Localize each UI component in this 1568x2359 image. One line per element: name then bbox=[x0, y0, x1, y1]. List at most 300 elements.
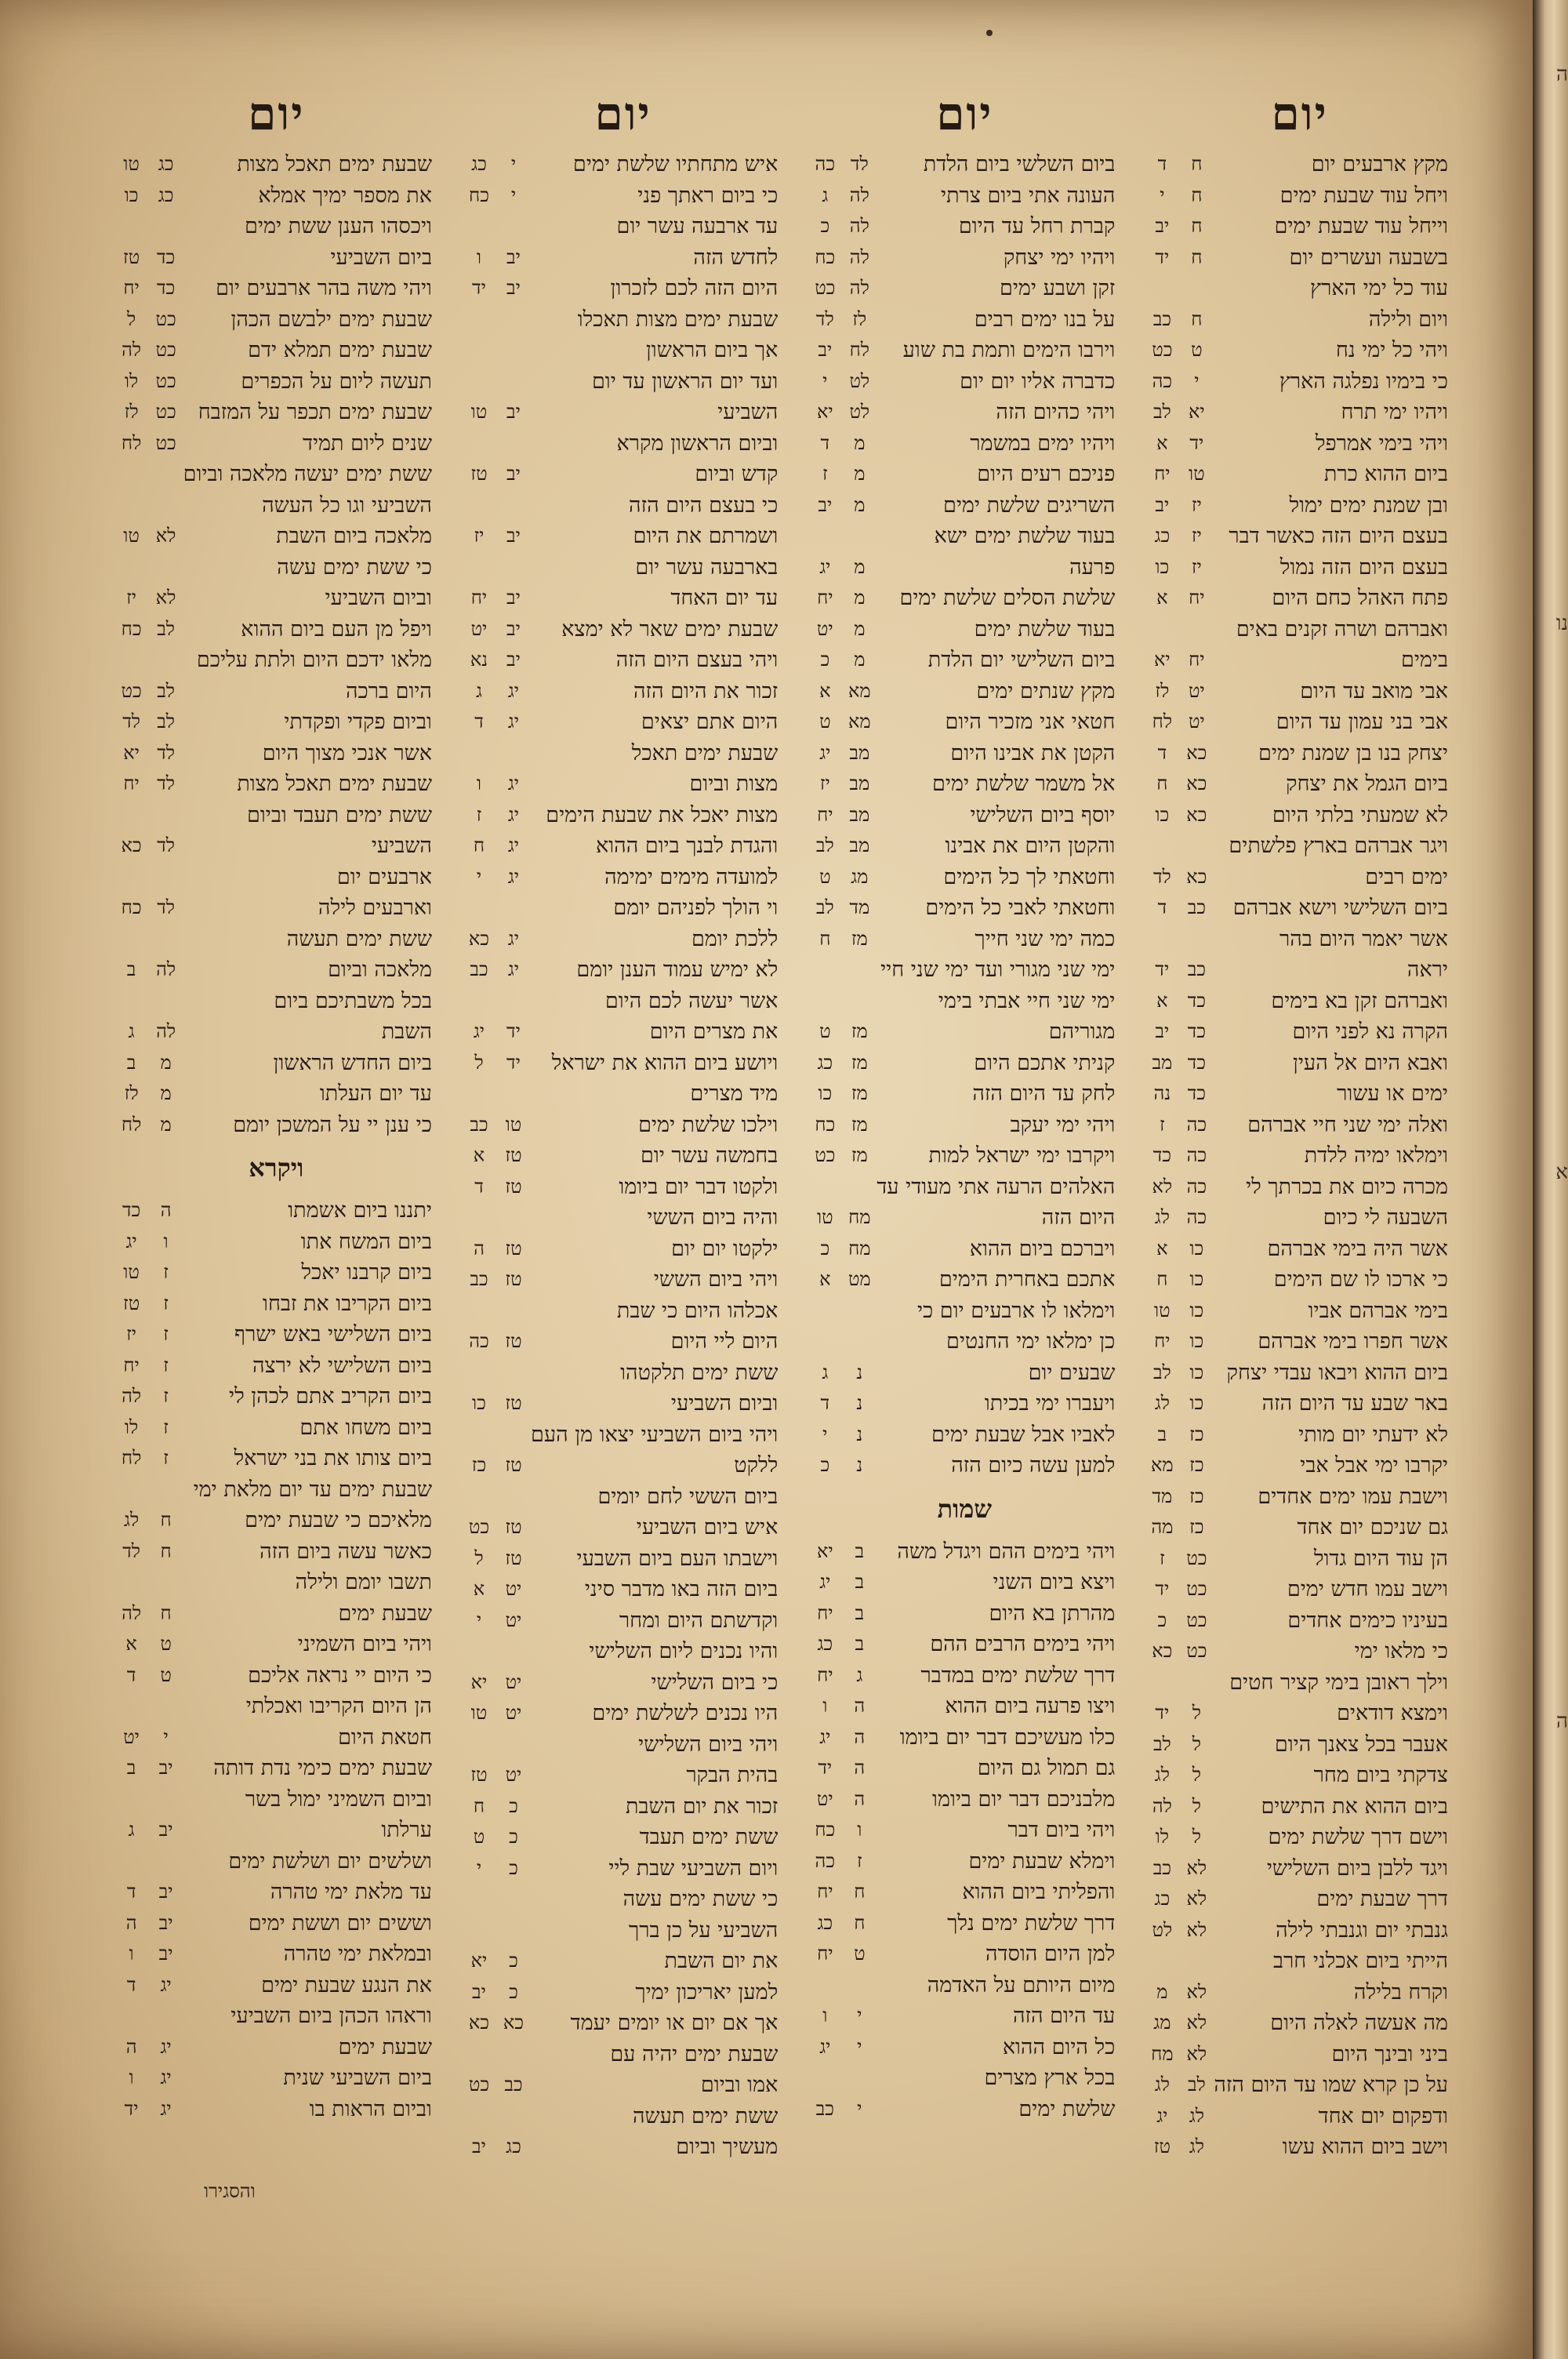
list-item bbox=[114, 645, 438, 676]
entry-phrase: ויצו פרעה ביום ההוא bbox=[945, 1694, 1116, 1719]
chapter-ref: כו bbox=[1189, 1361, 1204, 1383]
verse-ref: יח bbox=[123, 277, 140, 300]
chapter-ref: יב bbox=[506, 587, 521, 609]
verse-ref: כו bbox=[818, 1082, 833, 1105]
chapter-ref: ח bbox=[160, 1509, 172, 1532]
list-item bbox=[808, 1660, 1121, 1692]
entry-phrase: ילקטו יום יום bbox=[671, 1236, 779, 1261]
edge-text-fragment: ה bbox=[1556, 1710, 1568, 1733]
chapter-ref: כג bbox=[506, 2135, 521, 2158]
chapter-ref: כד bbox=[156, 277, 176, 300]
verse-ref: לז bbox=[1155, 679, 1170, 702]
list-item bbox=[1145, 1140, 1454, 1172]
verse-ref: יט bbox=[470, 617, 488, 640]
verse-ref: יב bbox=[1155, 1020, 1170, 1043]
list-item bbox=[1145, 1946, 1454, 1977]
entry-phrase: אל משמר שלשת ימים bbox=[932, 772, 1116, 797]
chapter-ref: לד bbox=[157, 741, 175, 764]
list-item bbox=[462, 1481, 784, 1513]
entry-phrase: היום הזה לכם לזכרון bbox=[610, 276, 779, 301]
chapter-ref: ה bbox=[854, 1757, 866, 1779]
verse-ref: ט bbox=[819, 1020, 831, 1043]
list-item bbox=[808, 1784, 1121, 1816]
entry-phrase: ויגד ללבן ביום השלישי bbox=[1266, 1856, 1448, 1881]
entry-phrase: ושלשים יום ושלשת ימים bbox=[228, 1848, 432, 1874]
list-item bbox=[462, 1048, 784, 1079]
entry-phrase: אשר חפרו בימי אברהם bbox=[1258, 1329, 1448, 1354]
verse-ref: א bbox=[1156, 1237, 1168, 1259]
entry-phrase: ערלתו bbox=[381, 1818, 432, 1843]
entry-phrase: השבת bbox=[381, 1020, 432, 1045]
entry-phrase: מלאכה ביום השבת bbox=[276, 524, 432, 549]
list-item bbox=[1145, 1574, 1454, 1605]
verse-ref: יד bbox=[1155, 1702, 1170, 1725]
chapter-ref: כד bbox=[1187, 1082, 1206, 1105]
list-item bbox=[1145, 1791, 1454, 1823]
chapter-ref: ב bbox=[855, 1601, 865, 1624]
verse-ref: יח bbox=[470, 587, 488, 609]
entry-phrase: וישם דרך שלשת ימים bbox=[1268, 1825, 1448, 1850]
entry-phrase: היום הזה bbox=[1041, 1205, 1116, 1230]
entry-phrase: ביום ההוא כרת bbox=[1323, 462, 1448, 487]
entry-phrase: גם שניכם יום אחד bbox=[1297, 1515, 1448, 1540]
entry-phrase: אשר יעשה לכם היום bbox=[604, 988, 779, 1013]
list-item bbox=[114, 1536, 438, 1568]
chapter-ref: מג bbox=[851, 865, 869, 888]
verse-ref: ד bbox=[474, 1175, 484, 1198]
verse-ref: כב bbox=[1152, 1856, 1171, 1879]
entry-phrase: וביום הראשון מקרא bbox=[616, 431, 779, 456]
concordance-columns bbox=[121, 86, 1454, 2204]
entry-phrase: כי ביום ראתך פני bbox=[637, 183, 779, 208]
chapter-ref: י bbox=[857, 2097, 862, 2120]
entry-phrase: ואבא היום אל העין bbox=[1292, 1050, 1448, 1075]
list-item bbox=[808, 645, 1121, 676]
entry-phrase: למען עשה כיום הזה bbox=[951, 1453, 1116, 1478]
chapter-ref: ב bbox=[855, 1539, 865, 1562]
chapter-ref: יג bbox=[507, 803, 520, 826]
list-item bbox=[114, 583, 438, 614]
list-item bbox=[808, 1296, 1121, 1327]
chapter-ref: ב bbox=[855, 1633, 865, 1656]
entry-phrase: ויושע ביום ההוא את ישראל bbox=[551, 1050, 779, 1075]
list-item bbox=[1145, 1048, 1454, 1079]
entry-phrase: ויהיו ימי יצחק bbox=[1003, 245, 1116, 270]
list-item bbox=[808, 1078, 1121, 1110]
verse-ref: מג bbox=[1153, 2012, 1171, 2034]
verse-ref: כח bbox=[815, 1819, 836, 1841]
chapter-ref: י bbox=[510, 153, 517, 176]
list-item bbox=[462, 924, 784, 955]
entry-phrase: כי ששת ימים עשה bbox=[622, 1887, 779, 1912]
entry-phrase: וילך ראובן בימי קציר חטים bbox=[1229, 1670, 1448, 1695]
chapter-ref: כה bbox=[1186, 1175, 1207, 1198]
entry-phrase: ביום קרבנו יאכל bbox=[301, 1260, 432, 1285]
verse-ref: ז bbox=[1159, 1547, 1165, 1569]
entry-phrase: וישבתו העם ביום השבעי bbox=[576, 1546, 779, 1571]
list-item bbox=[462, 1140, 784, 1172]
list-item bbox=[1145, 211, 1454, 242]
list-item bbox=[462, 273, 784, 304]
entry-phrase: דרך שבעת ימים bbox=[1316, 1887, 1448, 1912]
list-item bbox=[1145, 1481, 1454, 1513]
list-item bbox=[462, 490, 784, 522]
list-item bbox=[462, 2008, 784, 2039]
chapter-ref: י bbox=[1194, 369, 1200, 392]
list-item bbox=[808, 335, 1121, 366]
list-item bbox=[1145, 1450, 1454, 1481]
chapter-ref: לח bbox=[849, 339, 870, 362]
entry-phrase: מלבניכם דבר יום ביומו bbox=[932, 1787, 1116, 1812]
list-item bbox=[808, 1388, 1121, 1419]
column-heading: יום bbox=[248, 87, 305, 140]
verse-ref: ד bbox=[126, 1881, 136, 1903]
list-item bbox=[1145, 1822, 1454, 1853]
entry-phrase: יראה bbox=[1406, 958, 1448, 983]
entry-phrase: כי ארכו לו שם הימים bbox=[1273, 1267, 1448, 1292]
verse-ref: י bbox=[476, 1856, 482, 1879]
verse-ref: ח bbox=[1156, 772, 1168, 795]
list-item bbox=[808, 273, 1121, 304]
list-item bbox=[1145, 1358, 1454, 1389]
verse-ref: ג bbox=[128, 1819, 135, 1841]
chapter-ref: לה bbox=[849, 245, 869, 268]
chapter-ref: כד bbox=[1187, 1020, 1206, 1043]
entry-phrase: כי בעצם היום הזה bbox=[629, 493, 779, 518]
entry-phrase: בימי אברהם אביו bbox=[1308, 1298, 1448, 1323]
entry-phrase: וחטאתי לאבי כל הימים bbox=[925, 896, 1116, 921]
entry-phrase: ביני ובינך היום bbox=[1331, 2041, 1448, 2066]
list-item bbox=[808, 490, 1121, 522]
entry-phrase: ויהי כל ימי נח bbox=[1335, 338, 1448, 363]
list-item bbox=[462, 1326, 784, 1358]
entry-phrase: לחדש הזה bbox=[693, 245, 779, 270]
list-item bbox=[462, 1667, 784, 1699]
list-item bbox=[808, 552, 1121, 583]
verse-ref: ג bbox=[822, 1361, 829, 1383]
list-item bbox=[808, 1722, 1121, 1754]
list-item bbox=[462, 1977, 784, 2008]
entry-phrase: ביום השביעי bbox=[330, 245, 432, 270]
entry-phrase: מצות יאכל את שבעת הימים bbox=[546, 802, 779, 827]
list-item bbox=[808, 1048, 1121, 1079]
list-item bbox=[808, 1970, 1121, 2001]
list-item bbox=[462, 986, 784, 1017]
list-item bbox=[808, 1016, 1121, 1048]
verse-ref: יז bbox=[126, 587, 137, 609]
verse-ref: כג bbox=[1154, 525, 1171, 547]
list-item bbox=[808, 986, 1121, 1017]
chapter-ref: טו bbox=[1189, 463, 1205, 485]
verse-ref: טז bbox=[123, 245, 140, 268]
verse-ref: י bbox=[1160, 184, 1165, 206]
list-item bbox=[114, 490, 438, 522]
list-item bbox=[1145, 1110, 1454, 1141]
chapter-ref: לד bbox=[157, 896, 175, 919]
entry-phrase: מקץ ארבעים יום bbox=[1311, 152, 1448, 177]
entry-phrase: שבעת ימים תמלא ידם bbox=[248, 338, 432, 363]
entry-phrase: והפליתי ביום ההוא bbox=[962, 1880, 1116, 1905]
list-item bbox=[114, 2063, 438, 2094]
verse-ref: ד bbox=[474, 711, 484, 733]
list-item bbox=[114, 1598, 438, 1630]
list-item bbox=[462, 1574, 784, 1605]
entry-phrase: וישב עמו חדש ימים bbox=[1287, 1577, 1448, 1602]
chapter-ref: לא bbox=[155, 525, 176, 547]
list-item bbox=[1145, 1853, 1454, 1885]
verse-ref: טז bbox=[470, 463, 488, 485]
list-item bbox=[1145, 521, 1454, 552]
entry-phrase: וראהו הכהן ביום השביעי bbox=[230, 2004, 432, 2029]
list-item bbox=[462, 1729, 784, 1761]
chapter-ref: טז bbox=[505, 1547, 522, 1569]
entry-phrase: ויהי כהיום הזה bbox=[996, 400, 1116, 425]
edge-text-fragment: נו bbox=[1555, 612, 1568, 635]
chapter-ref: ח bbox=[854, 1881, 866, 1903]
list-item bbox=[1145, 1729, 1454, 1761]
chapter-ref: ח bbox=[854, 1911, 866, 1934]
list-item bbox=[462, 2070, 784, 2101]
entry-phrase: אשר היה בימי אברהם bbox=[1267, 1236, 1448, 1261]
entry-phrase: וביום הראות בו bbox=[309, 2096, 432, 2121]
list-item bbox=[462, 676, 784, 707]
chapter-ref: מ bbox=[854, 493, 866, 516]
list-item bbox=[808, 676, 1121, 707]
entry-phrase: השביעי על כן ברך bbox=[628, 1917, 779, 1943]
chapter-ref: לא bbox=[1186, 2042, 1207, 2065]
verse-ref: טז bbox=[123, 1292, 140, 1314]
chapter-ref: כט bbox=[1186, 1608, 1207, 1631]
list-item bbox=[462, 1016, 784, 1048]
verse-ref: מ bbox=[1156, 1980, 1168, 2003]
verse-ref: לז bbox=[124, 1082, 139, 1105]
list-item bbox=[462, 1698, 784, 1729]
verse-ref: כג bbox=[1154, 1888, 1171, 1910]
edge-text-fragment: ה bbox=[1556, 63, 1568, 86]
list-item bbox=[808, 831, 1121, 862]
concordance-column bbox=[808, 86, 1121, 2204]
entry-phrase: ויהי בימים הרבים ההם bbox=[930, 1632, 1116, 1657]
chapter-ref: לב bbox=[157, 617, 175, 640]
list-item bbox=[114, 428, 438, 460]
entry-phrase: ושמרתם את היום bbox=[633, 524, 779, 549]
verse-ref: כ bbox=[820, 1237, 830, 1259]
entry-phrase: וששים יום וששת ימים bbox=[248, 1910, 432, 1936]
list-item bbox=[1145, 180, 1454, 212]
verse-ref: טז bbox=[470, 1764, 488, 1787]
list-item bbox=[808, 1567, 1121, 1598]
verse-ref: יג bbox=[819, 741, 831, 764]
verse-ref: יא bbox=[470, 1950, 488, 1972]
chapter-ref: יג bbox=[507, 958, 520, 981]
chapter-ref: מח bbox=[848, 1206, 871, 1229]
verse-ref: לה bbox=[122, 1601, 142, 1624]
verse-ref: לז bbox=[124, 401, 139, 423]
entry-phrase: ויגר אברהם בארץ פלשתים bbox=[1229, 834, 1448, 859]
list-item bbox=[1145, 1512, 1454, 1543]
entry-phrase: ויהי בימי אמרפל bbox=[1315, 431, 1448, 456]
entry-phrase: כלו מעשיכם דבר יום ביומו bbox=[899, 1725, 1116, 1750]
list-item bbox=[462, 1822, 784, 1853]
entry-phrase: מיד מצרים bbox=[690, 1081, 779, 1107]
verse-ref: יח bbox=[817, 1663, 833, 1686]
chapter-ref: כז bbox=[1189, 1485, 1204, 1507]
list-item bbox=[808, 1753, 1121, 1784]
verse-ref: ד bbox=[1157, 153, 1167, 176]
entry-phrase: אעבר בכל צאנך היום bbox=[1274, 1732, 1448, 1757]
chapter-ref: כט bbox=[1186, 1547, 1207, 1569]
verse-ref: יג bbox=[819, 1725, 831, 1748]
list-item bbox=[1145, 831, 1454, 862]
list-item bbox=[114, 242, 438, 274]
list-item bbox=[114, 738, 438, 769]
entry-phrase: את יום השבת bbox=[664, 1949, 779, 1974]
verse-ref: כט bbox=[468, 1516, 490, 1539]
chapter-ref: ח bbox=[1191, 184, 1203, 206]
verse-ref: ל bbox=[474, 1547, 484, 1569]
chapter-ref: ח bbox=[1191, 245, 1203, 268]
list-item bbox=[462, 2039, 784, 2070]
verse-ref: מב bbox=[1152, 1051, 1173, 1074]
entry-phrase: ולקטו דבר יום ביומו bbox=[619, 1174, 779, 1199]
verse-ref: כח bbox=[815, 1113, 836, 1136]
chapter-ref: יט bbox=[505, 1578, 522, 1601]
chapter-ref: לא bbox=[1186, 1918, 1207, 1941]
list-item bbox=[1145, 707, 1454, 738]
entry-phrase: שבעת ימים תכפר על המזבח bbox=[198, 400, 432, 425]
chapter-ref: ג bbox=[856, 1663, 863, 1686]
verse-ref: לג bbox=[1154, 2074, 1170, 2096]
verse-ref: א bbox=[1156, 431, 1168, 454]
entry-phrase: ובמלאת ימי טהרה bbox=[283, 1942, 432, 1967]
chapter-ref: יב bbox=[158, 1757, 173, 1779]
list-item bbox=[114, 769, 438, 800]
chapter-ref: מז bbox=[851, 927, 868, 950]
list-item bbox=[1145, 1296, 1454, 1327]
entry-phrase: שבעת ימים מצות תאכלו bbox=[577, 307, 779, 332]
entry-phrase: ויהי משה בהר ארבעים יום bbox=[216, 276, 432, 301]
list-item bbox=[462, 1884, 784, 1915]
chapter-ref: מז bbox=[851, 1144, 868, 1167]
entry-phrase: בעוד שלשת ימים bbox=[974, 616, 1116, 642]
verse-ref: כא bbox=[468, 927, 490, 950]
verse-ref: ב bbox=[126, 958, 136, 981]
verse-ref: כט bbox=[468, 2074, 490, 2096]
list-item bbox=[1145, 1016, 1454, 1048]
list-item bbox=[1145, 862, 1454, 893]
list-item bbox=[1145, 2070, 1454, 2101]
chapter-ref: יב bbox=[506, 245, 521, 268]
entry-phrase: השריגים שלשת ימים bbox=[943, 493, 1116, 518]
list-item bbox=[462, 459, 784, 490]
verse-ref: ז bbox=[822, 463, 828, 485]
list-item bbox=[462, 397, 784, 428]
entry-phrase: ואברהם ושרה זקנים באים bbox=[1236, 616, 1448, 642]
verse-ref: נא bbox=[470, 649, 488, 671]
entry-phrase: גנבתי יום וגנבתי לילה bbox=[1276, 1917, 1448, 1943]
list-item bbox=[462, 1512, 784, 1543]
chapter-ref: ז bbox=[163, 1385, 169, 1408]
list-item bbox=[808, 1358, 1121, 1389]
list-item bbox=[1145, 1202, 1454, 1234]
chapter-ref: מא bbox=[848, 679, 871, 702]
list-item bbox=[1145, 1636, 1454, 1667]
entry-phrase: ויכסהו הענן ששת ימים bbox=[245, 214, 432, 239]
entry-phrase: היום ליי היום bbox=[670, 1329, 779, 1354]
entry-phrase: אבי מואב עד היום bbox=[1300, 678, 1448, 703]
verse-ref: ח bbox=[473, 1794, 485, 1817]
verse-ref: כה bbox=[815, 1849, 836, 1872]
verse-ref: טו bbox=[123, 1261, 140, 1284]
entry-phrase: ויפל מן העם ביום ההוא bbox=[241, 616, 432, 642]
list-item bbox=[462, 1202, 784, 1234]
verse-ref: כט bbox=[121, 679, 142, 702]
chapter-ref: יג bbox=[160, 2066, 172, 2089]
list-item bbox=[114, 676, 438, 707]
verse-ref: ג bbox=[476, 679, 482, 702]
list-item bbox=[1145, 1760, 1454, 1791]
chapter-ref: יב bbox=[158, 1881, 173, 1903]
list-item bbox=[114, 1505, 438, 1536]
list-item bbox=[1145, 1172, 1454, 1203]
list-item bbox=[808, 1598, 1121, 1630]
entry-phrase: לא ידעתי יום מותי bbox=[1298, 1422, 1448, 1447]
list-item bbox=[114, 1110, 438, 1141]
entry-phrase: הן עוד היום גדול bbox=[1313, 1546, 1448, 1571]
list-item bbox=[808, 2094, 1121, 2125]
chapter-ref: יד bbox=[506, 1051, 521, 1074]
list-item bbox=[114, 2094, 438, 2125]
entry-phrase: בעיניו כימים אחדים bbox=[1287, 1608, 1448, 1633]
chapter-ref: מז bbox=[851, 1082, 868, 1105]
list-item bbox=[462, 1264, 784, 1296]
entry-phrase: ויום ולילה bbox=[1368, 307, 1448, 332]
entry-phrase: ויהי ביום השמיני bbox=[297, 1632, 432, 1657]
entry-phrase: השביעי bbox=[717, 400, 779, 425]
list-item bbox=[808, 707, 1121, 738]
list-item bbox=[114, 1877, 438, 1908]
verse-ref: כג bbox=[471, 153, 487, 176]
chapter-ref: ט bbox=[854, 1943, 866, 1965]
verse-ref: לה bbox=[122, 339, 142, 362]
list-item bbox=[808, 1326, 1121, 1358]
chapter-ref: כ bbox=[509, 1794, 518, 1817]
verse-ref: יא bbox=[123, 741, 140, 764]
entry-phrase: ביום הגמל את יצחק bbox=[1286, 772, 1448, 797]
chapter-ref: לד bbox=[157, 834, 175, 857]
entry-phrase: את מספר ימיך אמלא bbox=[258, 183, 432, 208]
adjacent-page-edge bbox=[1533, 0, 1568, 2359]
entry-phrase: השבעה לי כיום bbox=[1323, 1205, 1448, 1230]
list-item bbox=[808, 2063, 1121, 2094]
verse-ref: לה bbox=[122, 1385, 142, 1408]
entry-phrase: דרך שלשת ימים נלך bbox=[947, 1910, 1116, 1936]
entry-phrase: ויעברו ימי בכיתו bbox=[984, 1391, 1116, 1416]
list-item bbox=[114, 521, 438, 552]
list-item bbox=[114, 1970, 438, 2001]
chapter-ref: מט bbox=[848, 1268, 871, 1291]
entry-phrase: ויום השביעי שבת ליי bbox=[608, 1856, 779, 1881]
entry-phrase: באר שבע עד היום הזה bbox=[1261, 1391, 1448, 1416]
verse-ref: ז bbox=[476, 803, 482, 826]
entry-phrase: היום ברכה bbox=[346, 678, 432, 703]
verse-ref: יג bbox=[819, 2035, 831, 2058]
verse-ref: לח bbox=[121, 431, 142, 454]
entry-phrase: ביום השלישי לא ירצה bbox=[252, 1353, 432, 1378]
list-item bbox=[1145, 149, 1454, 180]
chapter-ref: טז bbox=[505, 1330, 522, 1353]
list-item bbox=[462, 149, 784, 180]
